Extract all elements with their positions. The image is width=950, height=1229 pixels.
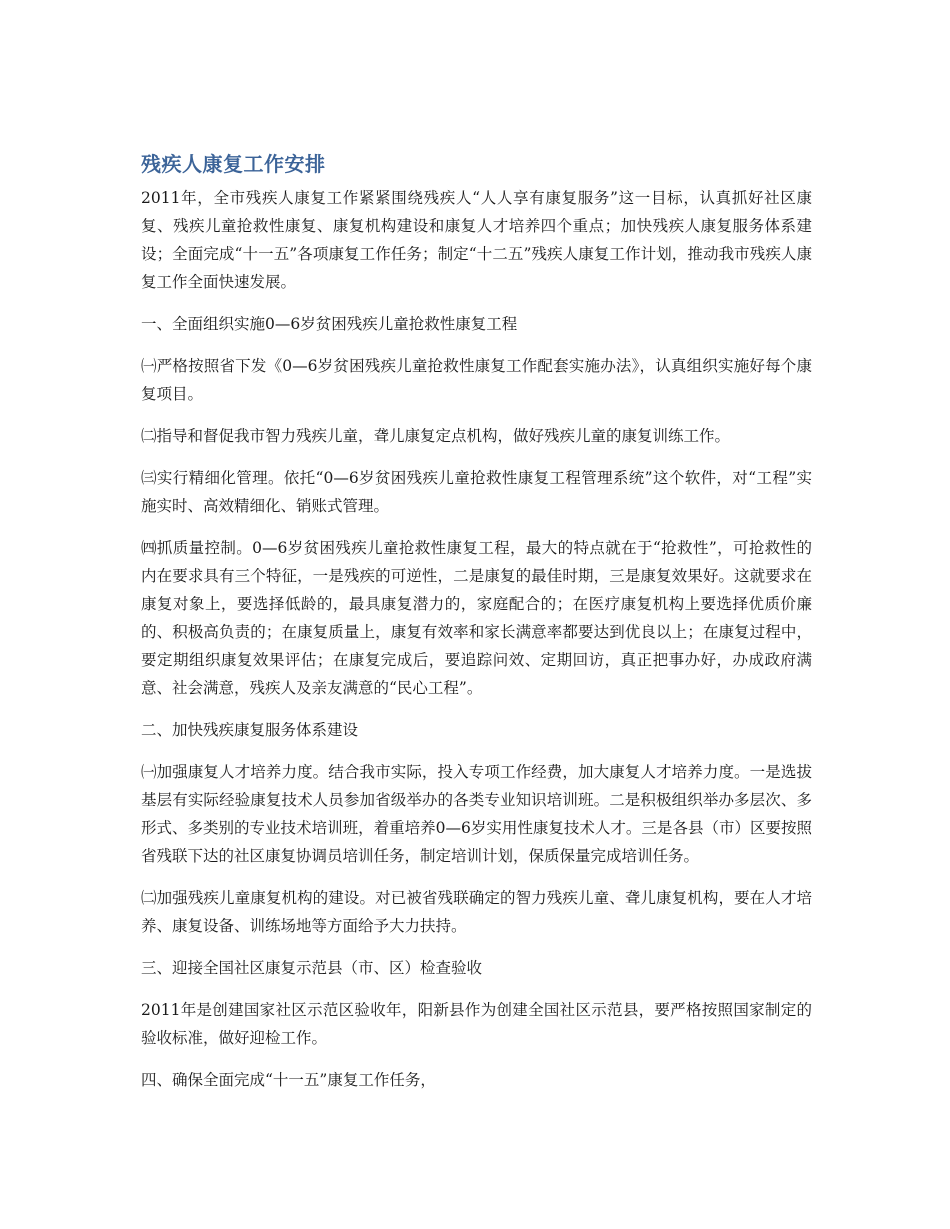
intro-paragraph: 2011年，全市残疾人康复工作紧紧围绕残疾人“人人享有康复服务”这一目标，认真抓好社区康复、残疾儿童抢救性康复、康复机构建设和康复人才培养四个重点；加快残疾人康复服务体系建设；全面完成“十一五”各项康复工作任务；制定“十二五”残疾人康复工作计划，推动我市残疾人康复工作全面快速发展。 xyxy=(141,189,812,291)
section-heading-3: 三、迎接全国社区康复示范县（市、区）检查验收 xyxy=(141,959,483,977)
paragraph-3-1: 2011年是创建国家社区示范区验收年，阳新县作为创建全国社区示范县，要严格按照国家制定的验收标准，做好迎检工作。 xyxy=(141,1001,812,1047)
paragraph-2-2: ㈡加强残疾儿童康复机构的建设。对已被省残联确定的智力残疾儿童、聋儿康复机构，要在人才培养、康复设备、训练场地等方面给予大力扶持。 xyxy=(141,889,812,935)
document-title: 残疾人康复工作安排 xyxy=(141,152,326,176)
paragraph-1-2: ㈡指导和督促我市智力残疾儿童，聋儿康复定点机构，做好残疾儿童的康复训练工作。 xyxy=(141,427,731,445)
section-heading-1: 一、全面组织实施0—6岁贫困残疾儿童抢救性康复工程 xyxy=(141,315,518,333)
paragraph-1-4: ㈣抓质量控制。0—6岁贫困残疾儿童抢救性康复工程，最大的特点就在于“抢救性”，可抢救性的内在要求具有三个特征，一是残疾的可逆性，二是康复的最佳时期，三是康复效果好。这就要求在康复对象上，要选择低龄的，最具康复潜力的，家庭配合的；在医疗康复机构上要选择优质价廉的、积极高负责的；在康复质量上，康复有效率和家长满意率都要达到优良以上；在康复过程中，要定期组织康复效果评估；在康复完成后，要追踪问效、定期回访，真正把事办好，办成政府满意、社会满意，残疾人及亲友满意的“民心工程”。 xyxy=(141,539,812,697)
section-heading-4: 四、确保全面完成“十一五”康复工作任务， xyxy=(141,1071,436,1089)
paragraph-1-1: ㈠严格按照省下发《0—6岁贫困残疾儿童抢救性康复工作配套实施办法》，认真组织实施好每个康复项目。 xyxy=(141,357,812,403)
paragraph-1-3: ㈢实行精细化管理。依托“0—6岁贫困残疾儿童抢救性康复工程管理系统”这个软件，对“工程”实施实时、高效精细化、销账式管理。 xyxy=(141,469,812,515)
section-heading-2: 二、加快残疾康复服务体系建设 xyxy=(141,721,359,739)
paragraph-2-1: ㈠加强康复人才培养力度。结合我市实际，投入专项工作经费，加大康复人才培养力度。一是选拔基层有实际经验康复技术人员参加省级举办的各类专业知识培训班。二是积极组织举办多层次、多形式、多类别的专业技术培训班，着重培养0—6岁实用性康复技术人才。三是各县（市）区要按照省残联下达的社区康复协调员培训任务，制定培训计划，保质保量完成培训任务。 xyxy=(141,763,812,865)
